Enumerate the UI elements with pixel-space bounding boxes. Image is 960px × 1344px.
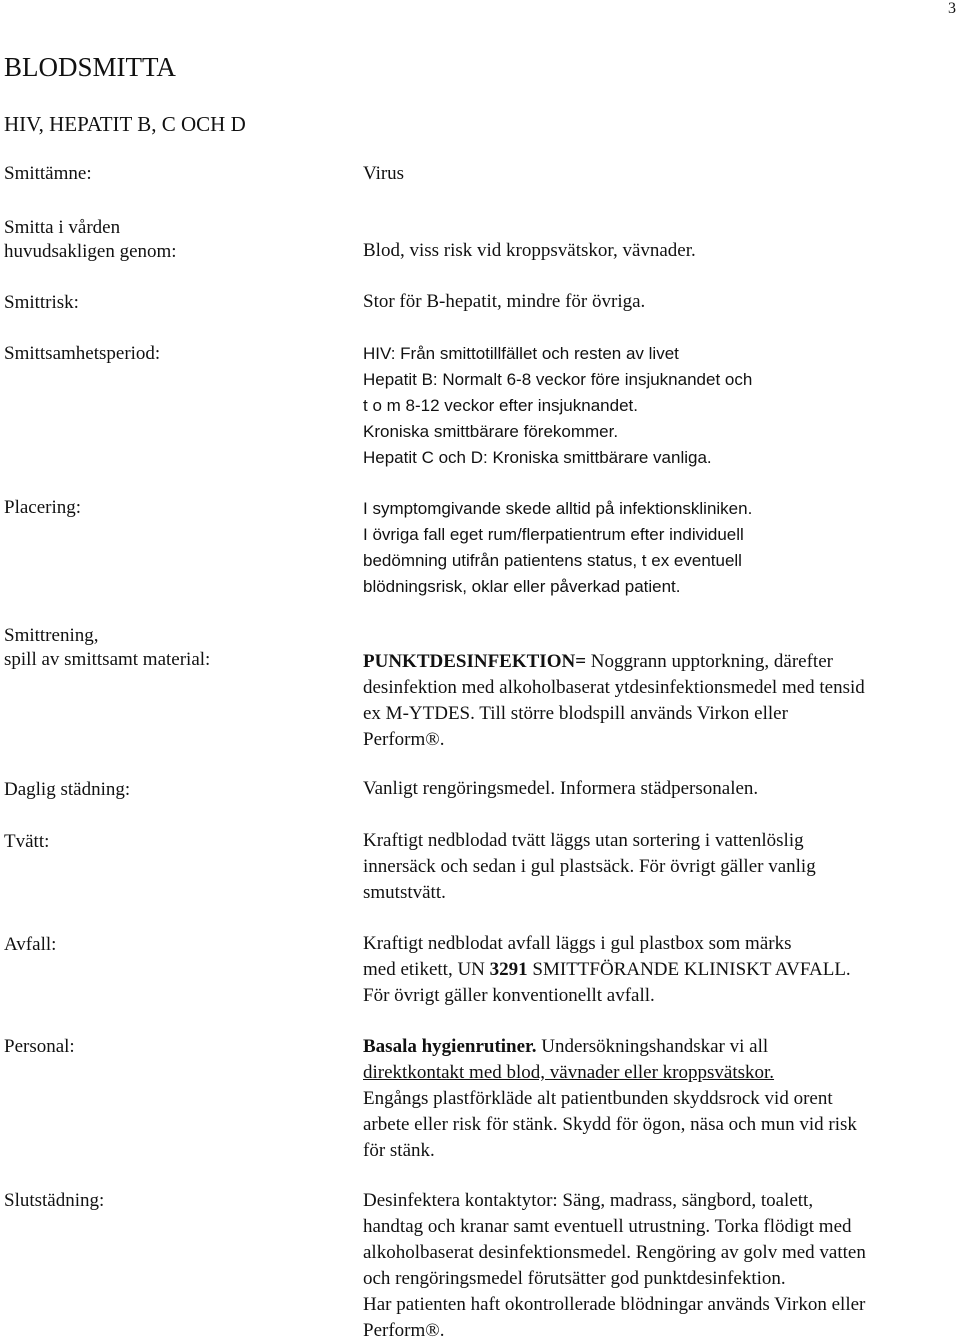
avfall-line: SMITTFÖRANDE KLINISKT AVFALL. — [527, 959, 851, 980]
personal-line: Engångs plastförkläde alt patientbunden skyddsrock vid orent — [363, 1088, 833, 1109]
smitta-label-line: Smitta i vården — [4, 217, 121, 238]
slutstadning-line: Desinfektera kontaktytor: Säng, madrass, sängbord, toalett, — [363, 1190, 814, 1211]
smittsamhetsperiod-line: Hepatit B: Normalt 6-8 veckor före insjuknandet och — [363, 370, 753, 389]
smittsamhetsperiod-line: t o m 8-12 veckor efter insjuknandet. — [363, 396, 638, 415]
placering-line: I symptomgivande skede alltid på infektionskliniken. — [363, 499, 753, 518]
smittsamhetsperiod-value — [363, 341, 752, 471]
smittrening-line: Perform®. — [363, 729, 445, 750]
placering-label: Placering: — [4, 497, 82, 518]
personal-line: för stänk. — [363, 1140, 435, 1161]
personal-line: Undersökningshandskar vi all — [536, 1036, 769, 1057]
punktdesinfektion-term: PUNKTDESINFEKTION= — [363, 651, 587, 672]
slutstadning-value — [363, 1188, 866, 1344]
smittamne-value: Virus — [363, 163, 405, 184]
smittrisk-label: Smittrisk: — [4, 292, 79, 313]
placering-value — [363, 496, 752, 600]
tvatt-line: innersäck och sedan i gul plastsäck. För övrigt gäller vanlig — [363, 856, 816, 877]
placering-line: bedömning utifrån patientens status, t ex eventuell — [363, 551, 742, 570]
placering-line: blödningsrisk, oklar eller påverkad patient. — [363, 577, 681, 596]
avfall-line: Kraftigt nedblodat avfall läggs i gul plastbox som märks — [363, 933, 792, 954]
tvatt-label: Tvätt: — [4, 831, 50, 852]
placering-line: I övriga fall eget rum/flerpatientrum efter individuell — [363, 525, 744, 544]
smitta-value: Blod, viss risk vid kroppsvätskor, vävnader. — [363, 240, 696, 261]
smittrening-value — [363, 649, 865, 753]
daglig-label: Daglig städning: — [4, 779, 131, 800]
smittrening-label — [4, 624, 210, 672]
personal-value — [363, 1034, 857, 1164]
page-number: 3 — [948, 0, 956, 17]
avfall-line: med etikett, — [363, 959, 458, 980]
avfall-label: Avfall: — [4, 934, 57, 955]
un-code: 3291 — [489, 959, 528, 980]
smittsamhetsperiod-line: Kroniska smittbärare förekommer. — [363, 422, 619, 441]
tvatt-line: smutstvätt. — [363, 882, 446, 903]
smittamne-label: Smittämne: — [4, 163, 92, 184]
smitta-label — [4, 216, 177, 264]
tvatt-line: Kraftigt nedblodad tvätt läggs utan sortering i vattenlöslig — [363, 830, 804, 851]
slutstadning-line: Har patienten haft okontrollerade blödningar används Virkon eller — [363, 1294, 866, 1315]
smitta-label-line: huvudsakligen genom: — [4, 241, 177, 262]
smittsamhetsperiod-line: HIV: Från smittotillfället och resten av livet — [363, 344, 679, 363]
smittrisk-value: Stor för B-hepatit, mindre för övriga. — [363, 291, 646, 312]
tvatt-value — [363, 828, 816, 906]
personal-line: arbete eller risk för stänk. Skydd för ögon, näsa och mun vid risk — [363, 1114, 857, 1135]
un-prefix: UN — [457, 959, 490, 980]
smittrening-line: Noggrann upptorkning, därefter — [586, 651, 833, 672]
smittrening-line: ex M-YTDES. Till större blodspill används Virkon eller — [363, 703, 788, 724]
smittsamhetsperiod-label: Smittsamhetsperiod: — [4, 343, 161, 364]
smittrening-label-line: spill av smittsamt material: — [4, 649, 211, 670]
slutstadning-line: och rengöringsmedel förutsätter god punktdesinfektion. — [363, 1268, 786, 1289]
personal-label: Personal: — [4, 1036, 75, 1057]
daglig-value: Vanligt rengöringsmedel. Informera städpersonalen. — [363, 778, 759, 799]
slutstadning-line: alkoholbaserat desinfektionsmedel. Rengöring av golv med vatten — [363, 1242, 866, 1263]
basala-hygienrutiner: Basala hygienrutiner. — [363, 1036, 537, 1057]
page-title: BLODSMITTA — [4, 52, 176, 82]
slutstadning-line: Perform®. — [363, 1320, 445, 1341]
avfall-line: För övrigt gäller konventionellt avfall. — [363, 985, 655, 1006]
avfall-value — [363, 931, 851, 1009]
smittrening-line: desinfektion med alkoholbaserat ytdesinfektionsmedel med tensid — [363, 677, 865, 698]
slutstadning-line: handtag och kranar samt eventuell utrustning. Torka flödigt med — [363, 1216, 852, 1237]
smittsamhetsperiod-line: Hepatit C och D: Kroniska smittbärare vanliga. — [363, 448, 712, 467]
page-subtitle: HIV, HEPATIT B, C OCH D — [4, 112, 246, 136]
slutstadning-label: Slutstädning: — [4, 1190, 105, 1211]
smittrening-label-line: Smittrening, — [4, 625, 99, 646]
personal-underlined-line: direktkontakt med blod, vävnader eller kroppsvätskor. — [363, 1062, 775, 1083]
